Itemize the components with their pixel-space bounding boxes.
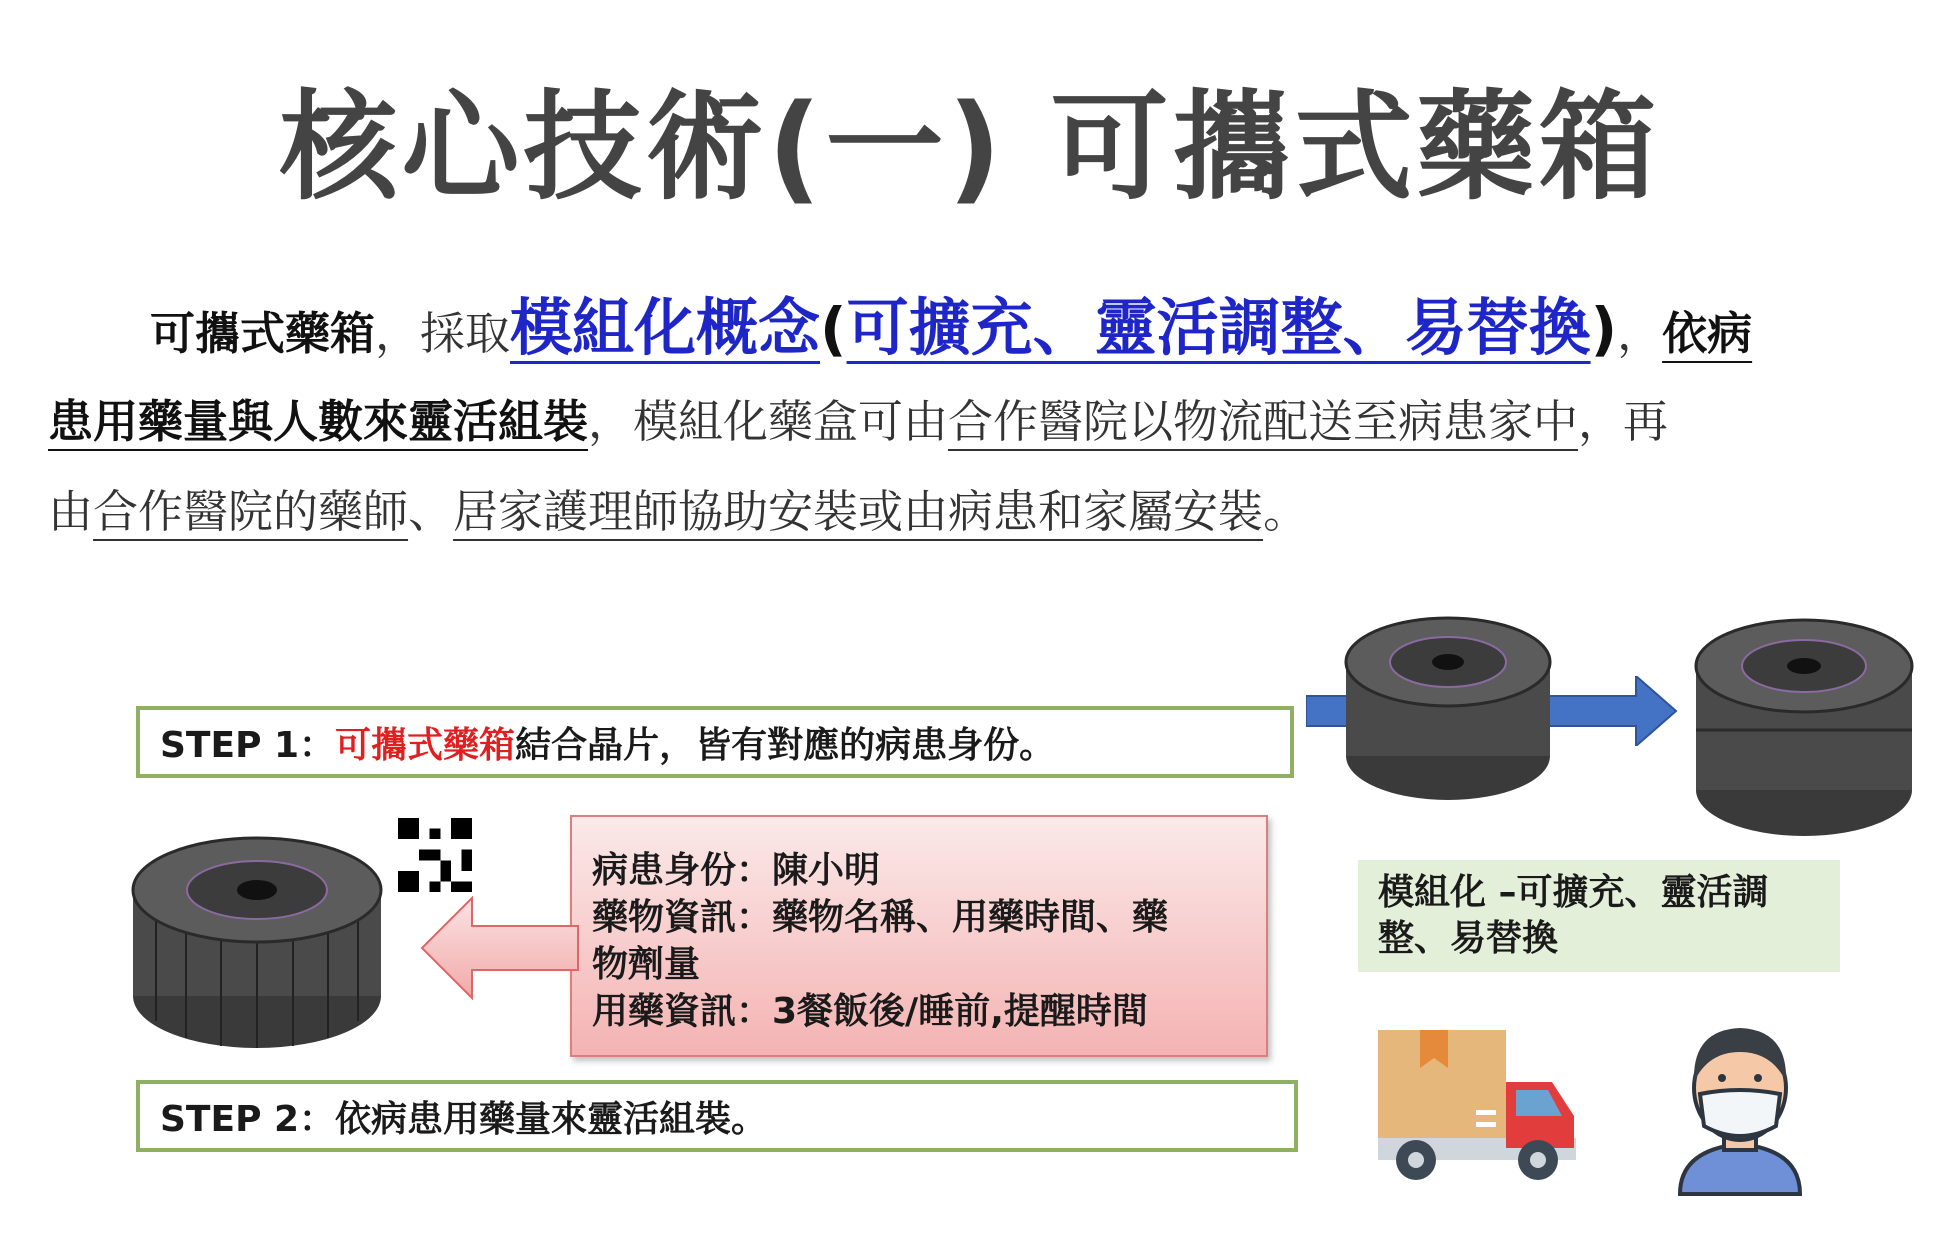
portable-medkit-term: 可攜式藥箱 [150, 307, 376, 360]
paren-open: ( [820, 295, 847, 363]
paragraph-text: ，再 [1578, 395, 1669, 448]
patient-info-box [570, 815, 1268, 1057]
step2-box [136, 1080, 1298, 1152]
paragraph-line-2 [48, 376, 1898, 468]
paragraph-underlined-text: 合作醫院的藥師 [93, 485, 409, 538]
paragraph-line-3 [48, 466, 1898, 558]
paragraph-bold-text: 依病 [1662, 307, 1753, 360]
modular-note-line: 模組化 –可擴充、靈活調 [1378, 872, 1769, 913]
paragraph-text: 。 [1263, 485, 1309, 538]
step1-highlight: 可攜式藥箱 [335, 724, 516, 766]
paragraph-line-1 [48, 282, 1898, 380]
medicine-box-icon [1690, 590, 1918, 840]
paragraph-text: ， [1617, 307, 1663, 360]
modular-concept-term: 模組化概念 [510, 291, 821, 364]
paragraph-underlined-text: 居家護理師協助安裝或由病患和家屬安裝 [453, 485, 1264, 538]
modular-features-term: 可擴充、靈活調整、易替換 [846, 291, 1591, 364]
page-title: 核心技術(一) 可攜式藥箱 [279, 78, 1661, 216]
medicine-box-icon [1340, 590, 1556, 806]
modular-note-line: 整、易替換 [1378, 918, 1559, 959]
medicine-box-icon [126, 806, 388, 1052]
step1-box [136, 706, 1294, 778]
info-line: 物劑量 [592, 944, 701, 985]
info-line: 藥物資訊：藥物名稱、用藥時間、藥 [592, 897, 1169, 938]
step1-suffix: 結合晶片，皆有對應的病患身份。 [515, 724, 1056, 766]
info-line: 病患身份：陳小明 [592, 850, 881, 891]
info-line: 用藥資訊：3餐飯後/睡前,提醒時間 [592, 991, 1148, 1032]
paragraph-bold-text: 患用藥量與人數來靈活組裝 [48, 395, 589, 448]
paragraph-underlined-text: 合作醫院以物流配送至病患家中 [948, 395, 1579, 448]
paragraph-text: ，模組化藥盒可由 [588, 395, 949, 448]
paragraph-text: 由 [48, 485, 94, 538]
delivery-truck-icon [1376, 1028, 1578, 1184]
masked-person-icon [1676, 1022, 1804, 1196]
paragraph-text: 、 [408, 485, 454, 538]
qr-code-icon [398, 818, 472, 892]
modular-note-box [1358, 860, 1840, 972]
paragraph-text: ，採取 [375, 307, 511, 360]
step1-prefix: STEP 1： [160, 724, 336, 766]
paren-close: ) [1590, 295, 1618, 363]
left-arrow-icon [420, 896, 580, 1000]
step2-text: STEP 2：依病患用藥量來靈活組裝。 [160, 1098, 768, 1140]
